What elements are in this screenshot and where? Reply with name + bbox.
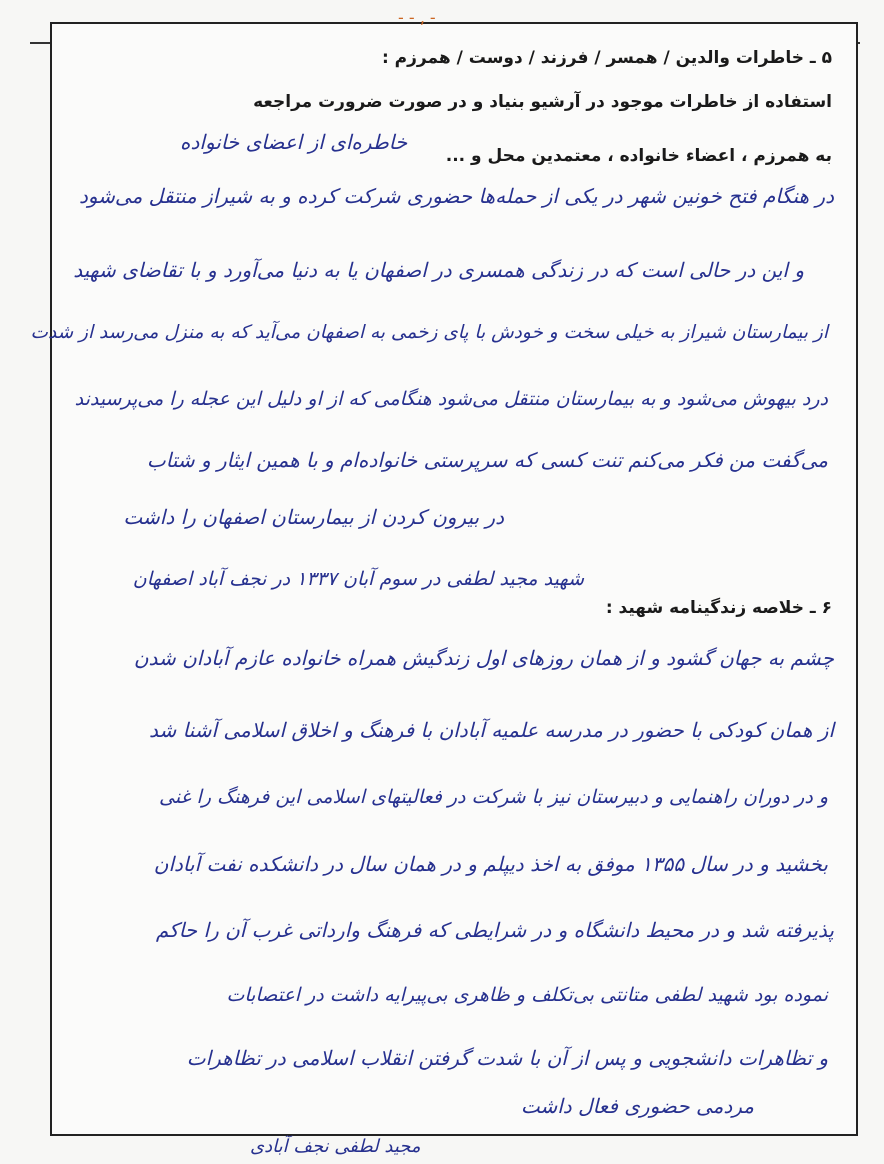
section6-annotation: شهید مجید لطفی در سوم آبان ۱۳۳۷ در نجف آباد اصفهان (132, 568, 584, 590)
section5-instruction-line1: استفاده از خاطرات موجود در آرشیو بنیاد و در صورت ضرورت مراجعه (253, 92, 832, 112)
section5-annotation: خاطره‌ای از اعضای خانواده (180, 130, 408, 154)
section6-hand-line5: پذیرفته شد و در محیط دانشگاه و در شرایطی که فرهنگ وارداتی غرب آن را حاکم (155, 918, 834, 942)
section5-hand-line3: از بیمارستان شیراز به خیلی سخت و خودش با پای زخمی به اصفهان می‌آید که به منزل می‌رسد از شدت (30, 322, 828, 343)
section5-hand-line4: درد بیهوش می‌شود و به بیمارستان منتقل می‌شود هنگامی که از او دلیل این عجله را می‌پرسیدند (74, 388, 828, 410)
section6-title: ۶ ـ خلاصه زندگینامه شهید : (605, 598, 832, 618)
section6-hand-line2: از همان کودکی با حضور در مدرسه علمیه آبادان با فرهنگ و اخلاق اسلامی آشنا شد (148, 718, 834, 742)
section5-instruction-line2: به همرزم ، اعضاء خانواده ، معتمدین محل و ... (445, 146, 832, 166)
section6-hand-line8: مردمی حضوری فعال داشت (520, 1094, 754, 1118)
section6-hand-line4: بخشید و در سال ۱۳۵۵ موفق به اخذ دیپلم و در همان سال در دانشکده نفت آبادان (153, 852, 828, 876)
section5-hand-line6: در بیرون کردن از بیمارستان اصفهان را داشت (123, 505, 504, 529)
section5-title: ۵ ـ خاطرات والدین / همسر / فرزند / دوست / همرزم : (381, 48, 832, 68)
section5-hand-line5: می‌گفت من فکر می‌کنم تنت کسی که سرپرستی خانواده‌ام و با همین ایثار و شتاب (146, 448, 828, 472)
section6-hand-line3: و در دوران راهنمایی و دبیرستان نیز با شرکت در فعالیتهای اسلامی این فرهنگ را غنی (159, 786, 828, 808)
section5-hand-line2: و این در حالی است که در زندگی همسری در اصفهان یا به دنیا می‌آورد و با تقاضای شهید (73, 258, 804, 282)
signature: مجید لطفی نجف آبادی (250, 1136, 421, 1157)
section5-hand-line1: در هنگام فتح خونین شهر در یکی از حمله‌ها حضوری شرکت کرده و به شیراز منتقل می‌شود (78, 184, 834, 208)
section6-hand-line6: نموده بود شهید لطفی متانتی بی‌تکلف و ظاهری بی‌پیرایه داشت در اعتصابات (226, 984, 828, 1006)
printer-mark: - - ‚ - (398, 8, 436, 27)
section6-hand-line7: و تظاهرات دانشجویی و پس از آن با شدت گرفتن انقلاب اسلامی در تظاهرات (186, 1046, 828, 1070)
section6-hand-line1: چشم به جهان گشود و از همان روزهای اول زندگیش همراه خانواده عازم آبادان شدن (133, 646, 834, 670)
